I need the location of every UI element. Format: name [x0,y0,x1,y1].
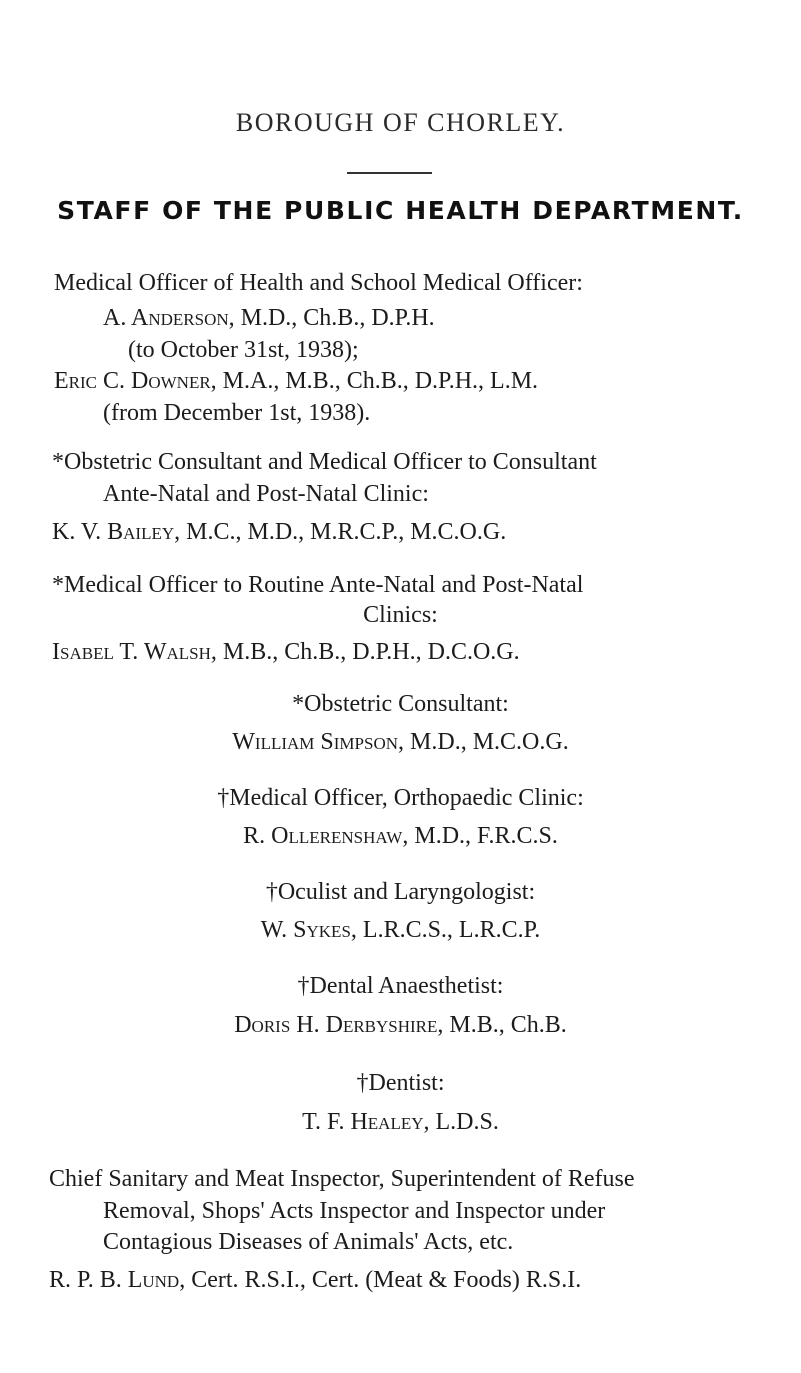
routine-clinics-role-1: *Medical Officer to Routine Ante-Natal and Post-Natal [52,572,584,598]
anaesthetist-quals: M.B., Ch.B. [449,1012,567,1038]
orthopaedic-role: †Medical Officer, Orthopaedic Clinic: [217,785,584,811]
moh-person-1-quals: M.D., Ch.B., D.P.H. [240,305,435,331]
routine-clinics-person [52,637,794,667]
dentist-role: †Dentist: [356,1070,445,1096]
moh-person-1 [103,303,793,333]
moh-person-1-note: (to October 31st, 1938); [128,337,359,363]
sanitary-role-2: Removal, Shops' Acts Inspector and Inspector under [103,1198,606,1224]
oculist-person [0,915,801,945]
anaesthetist-name: Doris H. Derbyshire, [234,1012,444,1038]
oculist-role: †Oculist and Laryngologist: [265,879,536,905]
obstetric-consultant-quals: M.D., M.C.O.G. [410,729,569,755]
oculist-name: W. Sykes, [260,917,357,943]
obstetric-clinic-role-1: *Obstetric Consultant and Medical Officer to Consultant [52,449,597,475]
obstetric-clinic-person [52,517,794,547]
dentist-quals: L.D.S. [435,1109,499,1135]
moh-person-1-name: A. Anderson, [103,305,235,331]
moh-role: Medical Officer of Health and School Medical Officer: [54,270,583,296]
dentist-person [0,1107,801,1137]
obstetric-consultant-role: *Obstetric Consultant: [292,691,509,717]
obstetric-clinic-role-2: Ante-Natal and Post-Natal Clinic: [103,481,429,507]
page-heading: STAFF OF THE PUBLIC HEALTH DEPARTMENT. [57,196,744,225]
moh-person-2 [54,366,794,396]
obstetric-consultant-name: William Simpson, [232,729,405,755]
sanitary-quals: Cert. R.S.I., Cert. (Meat & Foods) R.S.I. [191,1267,582,1293]
anaesthetist-role: †Dental Anaesthetist: [297,973,504,999]
routine-clinics-role-2: Clinics: [363,602,438,628]
anaesthetist-person [0,1010,801,1040]
moh-person-2-name: Eric C. Downer, [54,368,217,394]
obstetric-consultant-person [0,727,801,757]
routine-clinics-name: Isabel T. Walsh, [52,639,217,665]
orthopaedic-person [0,821,801,851]
sanitary-person [49,1265,794,1295]
oculist-quals: L.R.C.S., L.R.C.P. [362,917,541,943]
moh-person-2-note: (from December 1st, 1938). [103,400,371,426]
sanitary-name: R. P. B. Lund, [49,1267,186,1293]
routine-clinics-quals: M.B., Ch.B., D.P.H., D.C.O.G. [222,639,520,665]
moh-person-2-quals: M.A., M.B., Ch.B., D.P.H., L.M. [222,368,539,394]
obstetric-clinic-name: K. V. Bailey, [52,519,181,545]
obstetric-clinic-quals: M.C., M.D., M.R.C.P., M.C.O.G. [186,519,507,545]
sanitary-role-1: Chief Sanitary and Meat Inspector, Superintendent of Refuse [49,1166,635,1192]
title-divider [347,172,432,174]
borough-title: BOROUGH OF CHORLEY. [235,108,566,137]
orthopaedic-name: R. Ollerenshaw, [243,823,409,849]
dentist-name: T. F. Healey, [302,1109,430,1135]
sanitary-role-3: Contagious Diseases of Animals' Acts, etc. [103,1229,514,1255]
orthopaedic-quals: M.D., F.R.C.S. [414,823,558,849]
